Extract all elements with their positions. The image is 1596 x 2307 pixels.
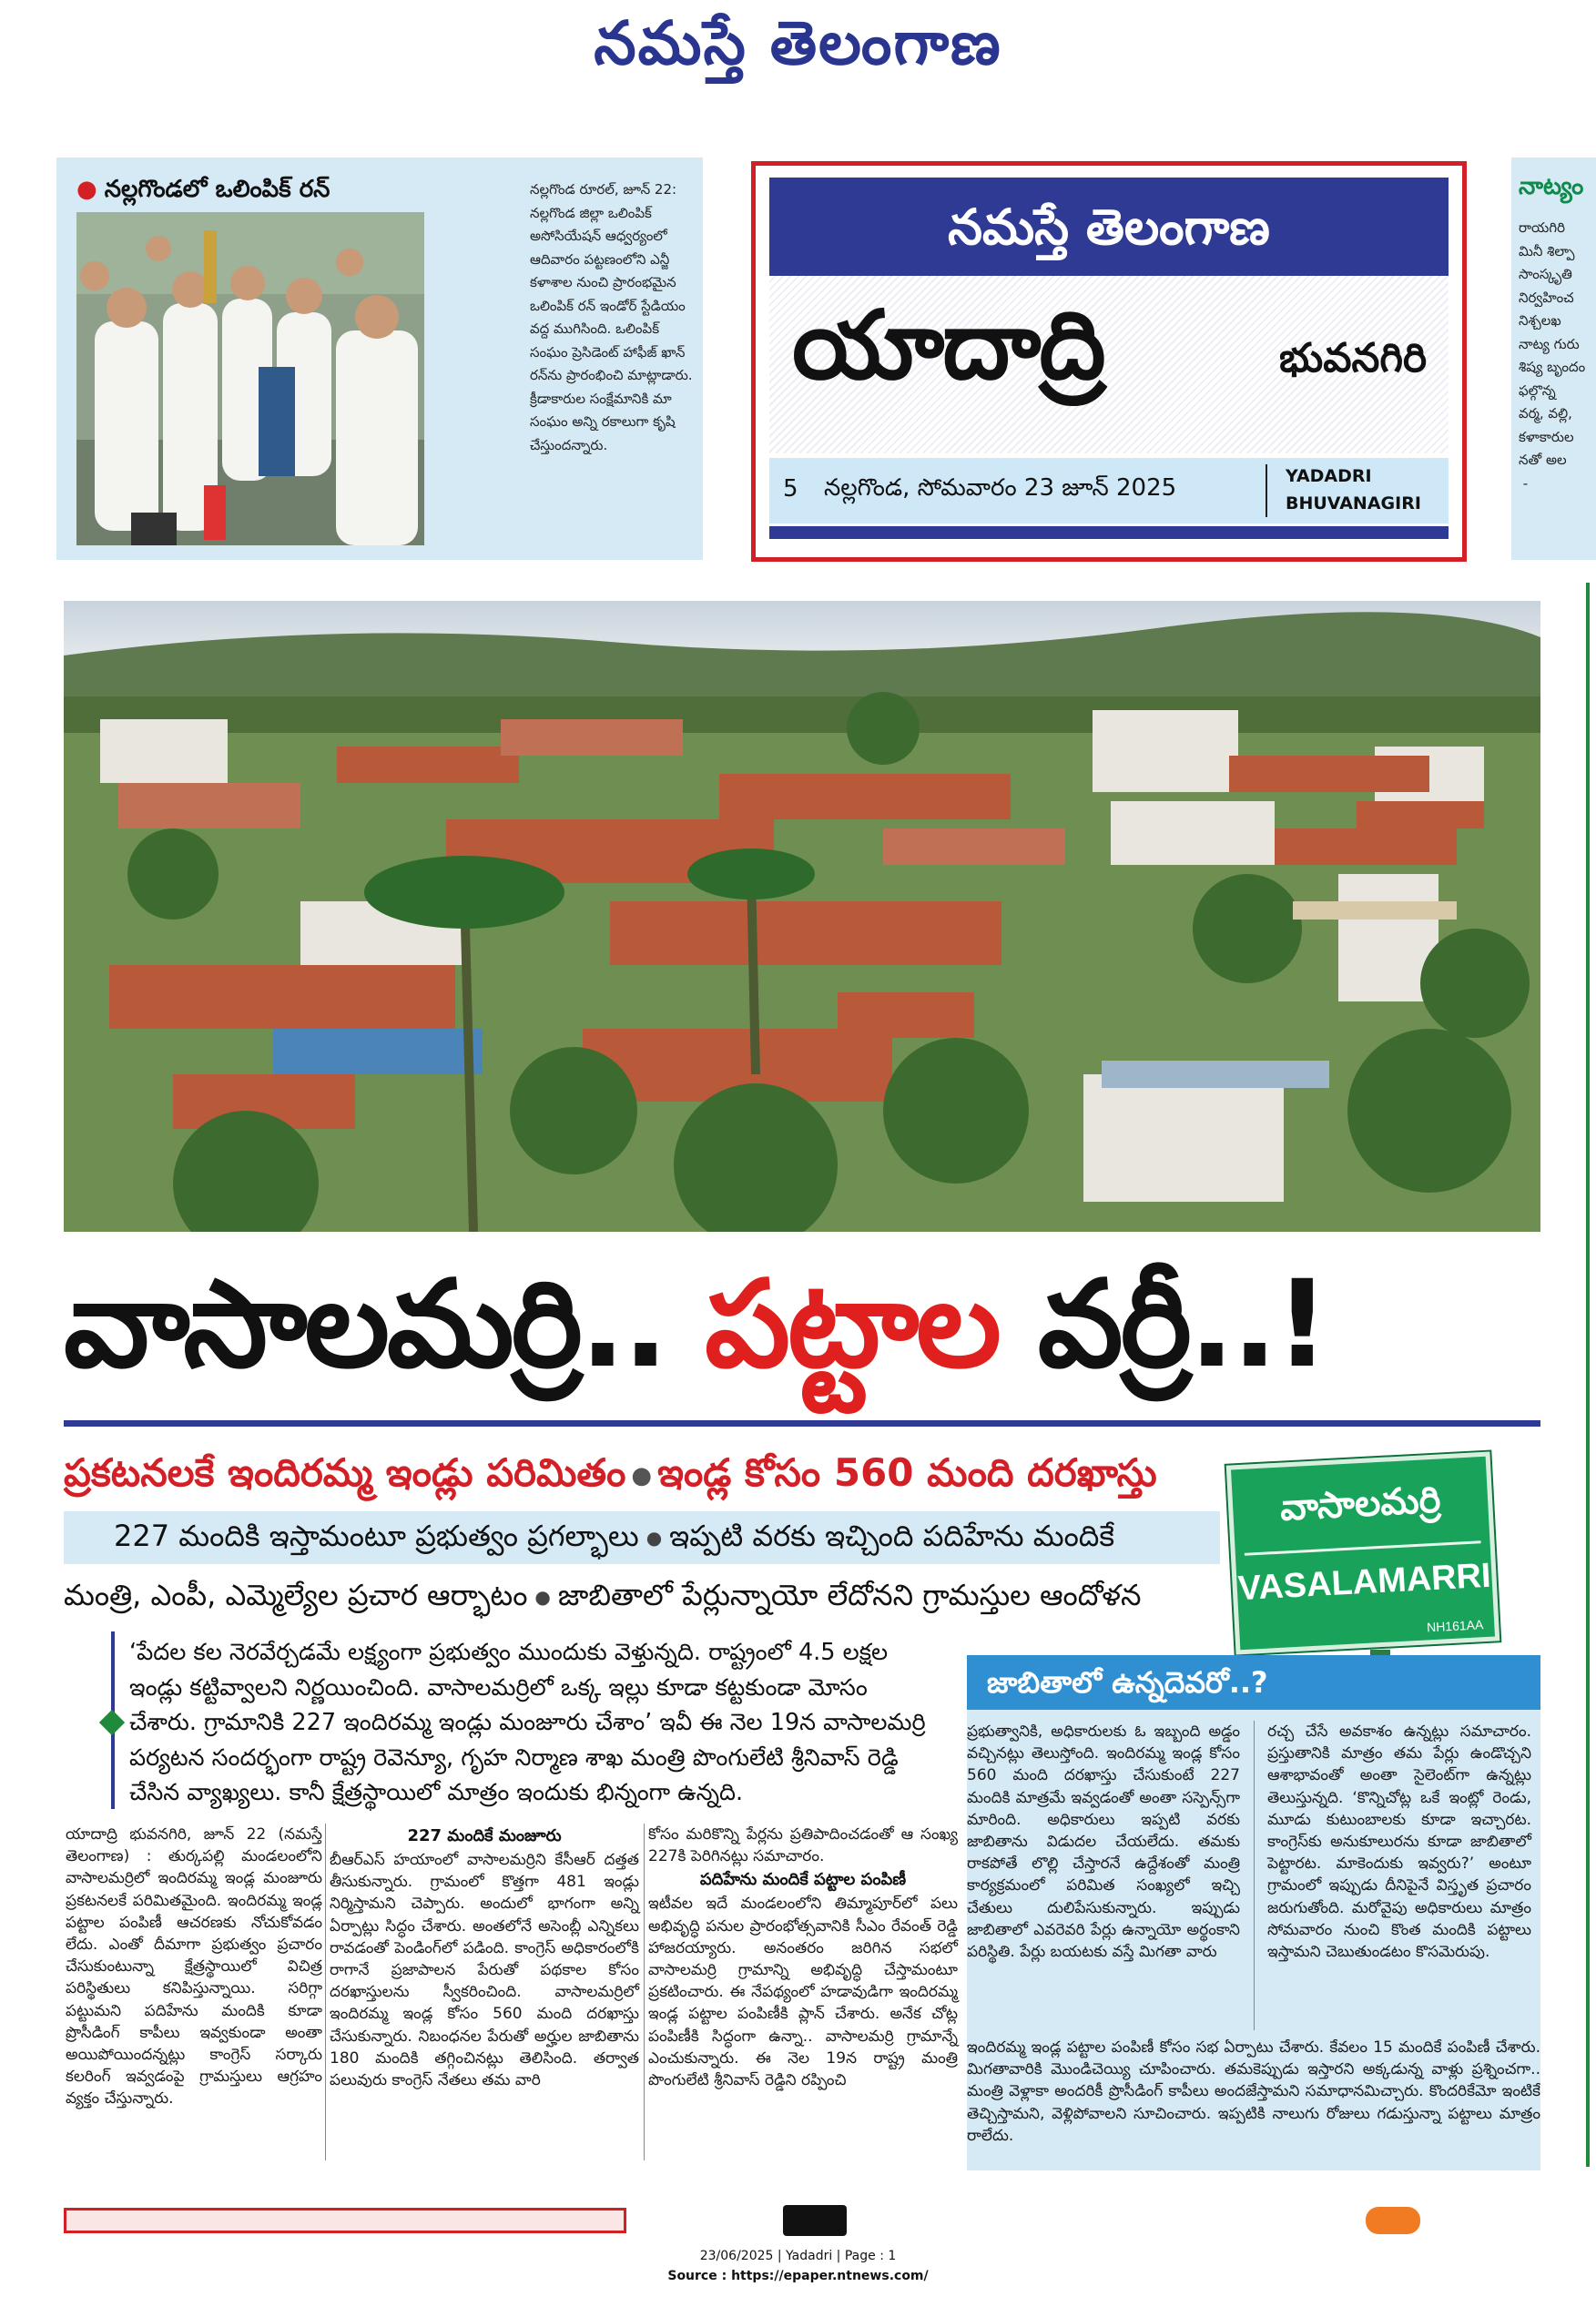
edition-subname: భువనగిరి	[1279, 335, 1428, 381]
headline-part-village: వాసాలమర్రి..	[64, 1255, 706, 1395]
body-column-1: యాదాద్రి భువనగిరి, జూన్ 22 (నమస్తే తెలంగాణ) : తుర్కపల్లి మండలంలోని వాసాలమర్రిలో ఇందిరమ్మ ఇండ్ల మంజూరు ప్రకటనలకే పరిమితమైంది. ఇందిరమ్మ ఇండ్ల పట్టాల పంపిణీ ఆచరణకు నోచుకోవడం లేదు. ఎంతో దీమాగా ప్రభుత్వం ప్రచారం చేసుకుంటున్నా క్షేత్రస్థాయిలో విచిత్ర పరిస్థితులు కనిపిస్తున్నాయి. సరిగ్గా పట్టుమని పదిహేను మందికి కూడా ప్రొసీడింగ్ కాపీలు ఇవ్వకుండా అంతా అయిపోయిందన్నట్లు కాంగ్రెస్ సర్కారు కలరింగ్ ఇవ్వడంపై గ్రామస్తులు ఆగ్రహం వ్యక్తం చేస్తున్నారు.	[66, 1825, 322, 2109]
edition-name: యాదాద్రి	[792, 290, 1104, 401]
column-divider	[1254, 1721, 1255, 2030]
olympic-run-photo	[76, 212, 424, 545]
deck1-part-a: ప్రకటనలకే ఇందిరమ్మ ఇండ్లు పరిమితం	[64, 1450, 626, 1495]
body-column-3-text-b: ఇటీవల ఇదే మండలంలోని తిమ్మాపూర్‌లో పలు అభివృద్ధి పనుల ప్రారంభోత్సవానికి సీఎం రేవంత్ రెడ్డి హాజరయ్యారు. అనంతరం జరిగిన సభలో వాసాలమర్రి గ్రామాన్ని అభివృద్ధి చేస్తామంటూ ప్రకటించారు. ఈ నేపథ్యంలో హడావుడిగా ఇందిరమ్మ ఇండ్ల పట్టాల పంపిణీకి ప్లాన్ చేశారు. అనేక చోట్ల పంపిణీకి సిద్ధంగా ఉన్నా.. వాసాలమర్రి గ్రామాన్నే ఎంచుకున్నారు. ఈ నెల 19న రాష్ట్ర మంత్రి పొంగులేటి శ్రీనివాస్ రెడ్డిని రప్పించి	[648, 1895, 958, 2090]
olympic-photo-illustration	[76, 212, 424, 545]
column-divider	[644, 1824, 645, 2160]
deck2-part-a: 227 మందికి ఇస్తామంటూ ప్రభుత్వం ప్రగల్భాలు	[114, 1519, 639, 1553]
list-box-closing-text: ఇందిరమ్మ ఇండ్ల పట్టాల పంపిణీ కోసం సభ ఏర్పాటు చేశారు. కేవలం 15 మందికే పంపిణీ చేశారు. మిగతావారికి మొండిచెయ్యి చూపించారు. తమకెప్పుడు ఇస్తారని అక్కడున్న వాళ్లు ప్రశ్నించగా.. మంత్రి వెళ్లాకా అందరికీ ప్రొసీడింగ్ కాపీలు అందజేస్తామని సమాధానమిచ్చారు. కొందరికేమో ఇంటికే తెచ్చిస్తామని, వెళ్లిపోవాలని సూచించారు. ఇప్పటికి నాలుగు రోజులు గడుస్తున్నా పట్టాలు మాత్రం రాలేదు.	[967, 2038, 1540, 2145]
list-box-column-1: ప్రభుత్వానికి, అధికారులకు ఓ ఇబ్బంది అడ్డం వచ్చినట్లు తెలుస్తోంది. ఇందిరమ్మ ఇండ్ల కోసం 560 మంది దరఖాస్తు చేసుకుంటే 227 మందికి మాత్రమే ఇవ్వడంతో అంతా సస్పెన్స్‌గా మారింది. అధికారులు ఇప్పటి వరకు జాబితాను విడుదల చేయలేదు. తమకు రాకపోతే లొల్లి చేస్తారనే ఉద్దేశంతో మంత్రి కార్యక్రమంలో పరిమిత సంఖ్యలో ఇచ్చి చేతులు దులిపేసుకున్నారు. ఇప్పుడు జాబితాలో ఎవరెవరి పేర్లు ఉన్నాయో అర్థంకాని పరిస్థితి. పేర్లు బయటకు వస్తే మిగతా వారు	[967, 1723, 1240, 1962]
bottom-clipped-graphic	[1366, 2207, 1420, 2234]
column-divider	[325, 1824, 326, 2160]
subheading-fifteen-pattas: పదిహేను మందికే పట్టాల పంపిణీ	[699, 1870, 907, 1890]
banner-paper-name: నమస్తే తెలంగాణ	[769, 178, 1449, 276]
village-signboard	[1226, 1452, 1499, 1655]
headline-part-pattas: పట్టాల	[705, 1255, 999, 1395]
deck-primary	[64, 1450, 1157, 1505]
deck-separator-icon: ●	[534, 1586, 551, 1608]
diamond-icon	[99, 1710, 125, 1735]
list-box-title: జాబితాలో ఉన్నదెవరో..?	[967, 1655, 1540, 1710]
deck1-part-b: ఇండ్ల కోసం 560 మంది దరఖాస్తు	[657, 1450, 1157, 1495]
edition-english-line1: YADADRI	[1286, 466, 1372, 486]
list-box-column-2: రచ్చ చేసే అవకాశం ఉన్నట్లు సమాచారం. ప్రస్తుతానికి మాత్రం తమ పేర్లు ఉండొచ్చని ఆశాభావంతో అంతా సైలెంట్‌గా ఉన్నట్లు తెలుస్తున్నది. ‘కొన్నిచోట్ల ఒకే ఇంట్లో రెండు, మూడు కుటుంబాలకు కూడా ఇచ్చారట. కాంగ్రెస్‌కు అనుకూలురను కూడా జాబితాలో పెట్టారట. మాకెందుకు ఇవ్వరు?’ అంటూ గ్రామంలో ఇప్పుడు దీనిపైనే విస్తృత ప్రచారం జరుగుతోంది. మరోవైపు అధికారులు మాత్రం సోమవారం నుంచి కొంత మందికి పట్టాలు ఇస్తామని చెబుతుండటం కొసమెరుపు.	[1267, 1723, 1531, 1962]
village-aerial-photo	[64, 601, 1540, 1232]
signboard-divider	[1245, 1540, 1481, 1556]
deck-separator-icon: ●	[646, 1527, 663, 1549]
lead-paragraph: ‘పేదల కల నెరవేర్చడమే లక్ష్యంగా ప్రభుత్వం ముందుకు వెళ్తున్నది. రాష్ట్రంలో 4.5 లక్షల ఇండ్లు కట్టివ్వాలని నిర్ణయించింది. వాసాలమర్రిలో ఒక్క ఇల్లు కూడా కట్టకుండా మోసం చేశారు. గ్రామానికి 227 ఇందిరమ్మ ఇండ్లు మంజూరు చేశాం’ ఇవీ ఈ నెల 19న వాసాలమర్రి పర్యటన సందర్భంగా రాష్ట్ర రెవెన్యూ, గృహ నిర్మాణ శాఖ మంత్రి పొంగులేటి శ్రీనివాస్ రెడ్డి చేసిన వ్యాఖ్యలు. కానీ క్షేత్రస్థాయిలో మాత్రం ఇందుకు భిన్నంగా ఉన్నది.	[129, 1639, 926, 1806]
edition-english-name	[1286, 462, 1421, 517]
side-green-rule	[1586, 583, 1590, 2167]
headline-part-worry: వర్రీ..!	[998, 1255, 1327, 1395]
olympic-story-text: నల్లగొండ రూరల్, జూన్ 22: నల్లగొండ జిల్లా ఒలింపిక్ అసోసియేషన్ ఆధ్వర్యంలో ఆదివారం పట్టణంలోని ఎన్జీ కళాశాల నుంచి ప్రారంభమైన ఒలింపిక్ రన్ ఇండోర్ స్టేడియం వద్ద ముగిసింది. ఒలింపిక్ సంఘం ప్రెసిడెంట్ హాఫీజ్ ఖాన్ రన్‌ను ప్రారంభించి మాట్లాడారు. క్రీడాకారుల సంక్షేమానికి మా సంఘం అన్ని రకాలుగా కృషి చేస్తుందన్నారు.	[530, 181, 693, 453]
edition-english-line2: BHUVANAGIRI	[1286, 493, 1421, 513]
deck3-part-a: మంత్రి, ఎంపీ, ఎమ్మెల్యేల ప్రచార ఆర్భాటం	[64, 1578, 528, 1612]
edition-date: నల్లగొండ, సోమవారం 23 జూన్ 2025	[824, 474, 1177, 502]
village-photo-illustration	[64, 601, 1540, 1232]
subheading-227-sanctioned: 227 మందికే మంజూరు	[407, 1826, 562, 1845]
page-number: 5	[783, 475, 798, 503]
side-story-text: రాయగిరి మినీ శిల్పా సాంస్కృతి నిర్వహించ నిశ్చలఖ నాట్య గురు శిష్య బృందం ఫల్గొన్న వర్మ, వల్లి, కళాకారుల నతో అల -	[1519, 219, 1586, 492]
deck-tertiary	[64, 1578, 1142, 1620]
main-headline	[64, 1252, 1540, 1397]
olympic-headline-text: నల్లగొండలో ఒలింపిక్ రన్	[104, 176, 330, 203]
body-column-2	[330, 1824, 639, 2091]
deck-secondary	[114, 1519, 1114, 1560]
footer-page-info: 23/06/2025 | Yadadri | Page : 1	[699, 2249, 897, 2263]
deck-separator-icon: ●	[631, 1461, 653, 1489]
banner-bottom-rule	[769, 526, 1449, 539]
side-story-headline: నాట్యం	[1519, 173, 1584, 200]
footer-source-link[interactable]: Source : https://epaper.ntnews.com/	[667, 2269, 929, 2283]
signboard-english-name: VASALAMARRI	[1236, 1556, 1492, 1609]
bottom-clipped-headline	[783, 2205, 847, 2236]
body-column-3	[648, 1824, 958, 2091]
bullet-icon: ●	[76, 176, 97, 203]
meta-divider	[1266, 464, 1267, 517]
deck2-part-b: ఇప్పటి వరకు ఇచ్చింది పదిహేను మందికే	[669, 1519, 1115, 1553]
masthead: నమస్తే తెలంగాణ	[594, 7, 1002, 78]
body-column-2-text: బీఆర్ఎస్ హయాంలో వాసాలమర్రిని కేసీఆర్ దత్తత తీసుకున్నారు. గ్రామంలో కొత్తగా 481 ఇండ్లు నిర్మిస్తామని చెప్పారు. అందులో భాగంగా అన్ని ఏర్పాట్లు సిద్ధం చేశారు. అంతలోనే అసెంబ్లీ ఎన్నికలు రావడంతో పెండింగ్‌లో పడింది. కాంగ్రెస్ అధికారంలోకి రాగానే ప్రజాపాలన పేరుతో పథకాల కోసం దరఖాస్తులను స్వీకరించింది. వాసాలమర్రిలో ఇందిరమ్మ ఇండ్ల కోసం 560 మంది దరఖాస్తు చేసుకున్నారు. నిబంధనల పేరుతో అర్హుల జాబితాను 180 మందికి తగ్గించినట్లు తెలిసింది. తర్వాత పలువురు కాంగ్రెస్ నేతలు తమ వారి	[330, 1851, 639, 2090]
signboard-highway-code: NH161AA	[1426, 1617, 1484, 1635]
signboard-telugu-name: వాసాలమర్రి	[1278, 1479, 1442, 1530]
deck3-part-b: జాబితాలో పేర్లున్నాయో లేదోనని గ్రామస్తుల ఆందోళన	[557, 1578, 1142, 1612]
bottom-ad-strip	[64, 2208, 626, 2233]
body-column-3-text-a: కోసం మరికొన్ని పేర్లను ప్రతిపాదించడంతో ఆ సంఖ్య 227కి పెరిగినట్లు సమాచారం.	[648, 1825, 958, 1866]
headline-rule	[64, 1420, 1540, 1427]
olympic-story-headline	[76, 176, 330, 208]
